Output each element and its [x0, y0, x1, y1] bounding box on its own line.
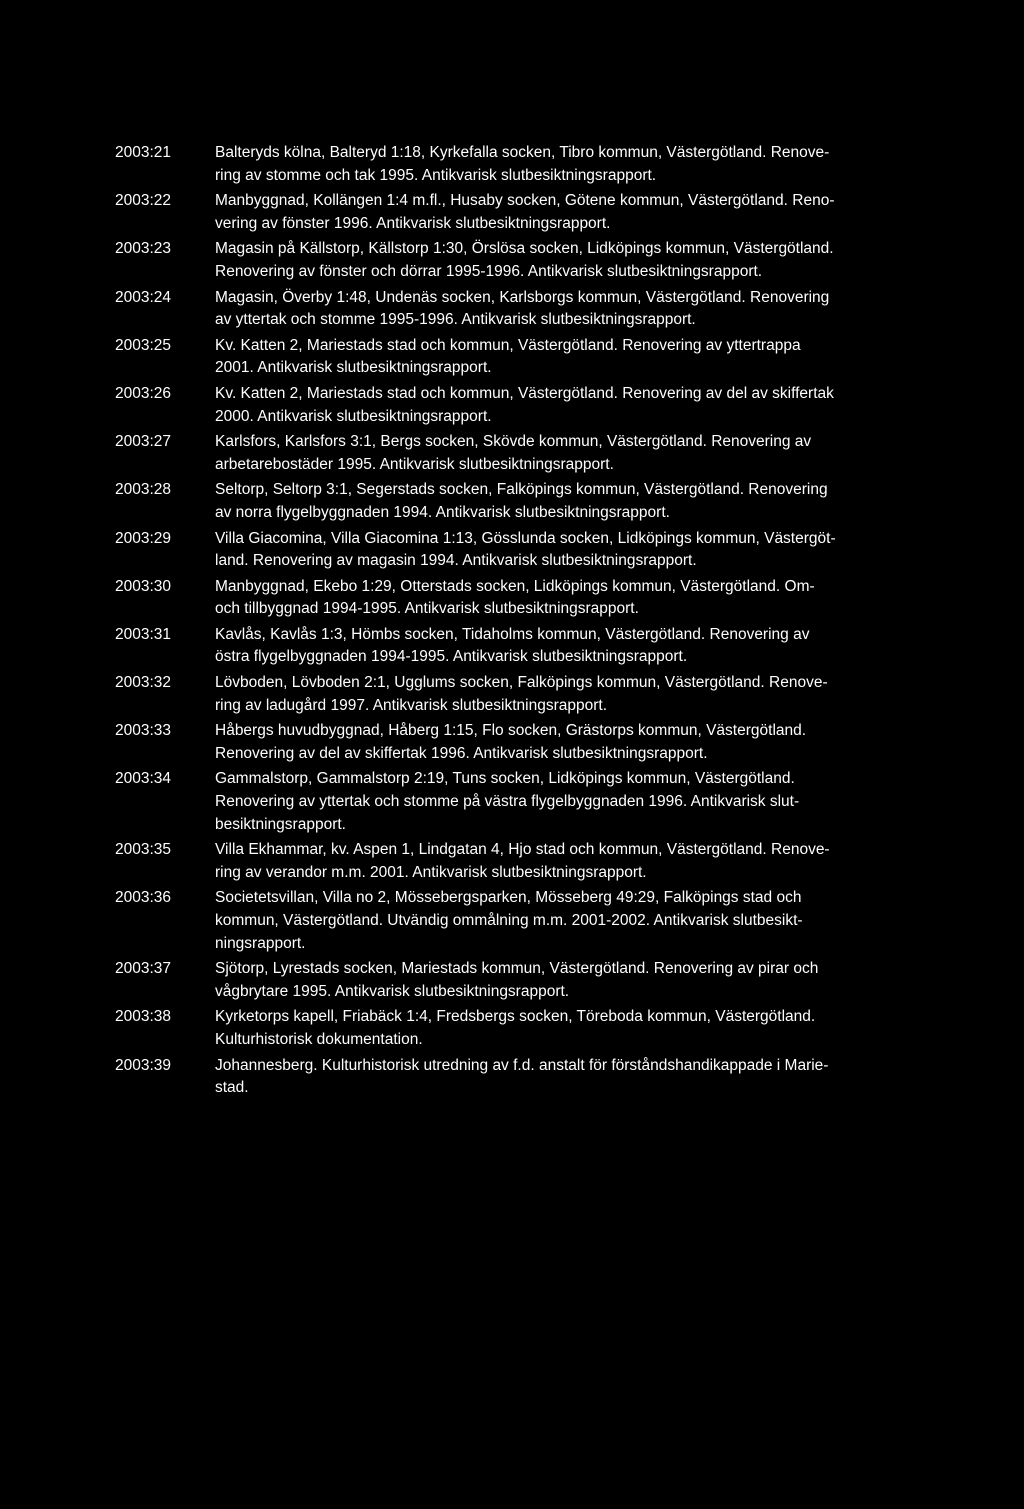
report-entry	[115, 887, 895, 955]
description-line: 2000. Antikvarisk slutbesiktningsrapport.	[215, 407, 492, 425]
report-number: 2003:39	[115, 1056, 172, 1074]
description-line: Johannesberg. Kulturhistorisk utredning av f.d. anstalt för förståndshandikappade i Marie-	[215, 1056, 829, 1074]
description-line: Sjötorp, Lyrestads socken, Mariestads kommun, Västergötland. Renovering av pirar och	[215, 960, 819, 978]
description-line: och tillbyggnad 1994-1995. Antikvarisk slutbesiktningsrapport.	[215, 600, 639, 618]
description-line: ningsrapport.	[215, 934, 306, 952]
report-description	[215, 887, 880, 955]
description-line: Kv. Katten 2, Mariestads stad och kommun, Västergötland. Renovering av yttertrappa	[215, 336, 801, 354]
description-line: 2001. Antikvarisk slutbesiktningsrapport.	[215, 359, 492, 377]
report-entry	[115, 839, 895, 884]
description-line: stad.	[215, 1079, 249, 1097]
report-number: 2003:31	[115, 625, 172, 643]
report-description	[215, 1006, 880, 1051]
description-line: ring av verandor m.m. 2001. Antikvarisk slutbesiktningsrapport.	[215, 863, 647, 881]
report-number: 2003:38	[115, 1008, 172, 1026]
description-line: ring av ladugård 1997. Antikvarisk slutbesiktningsrapport.	[215, 696, 608, 714]
report-number: 2003:32	[115, 674, 172, 692]
report-number: 2003:36	[115, 889, 172, 907]
description-line: av norra flygelbyggnaden 1994. Antikvarisk slutbesiktningsrapport.	[215, 503, 670, 521]
report-entry	[115, 576, 895, 621]
description-line: Renovering av fönster och dörrar 1995-1996. Antikvarisk slutbesiktningsrapport.	[215, 262, 763, 280]
report-description	[215, 335, 880, 380]
report-number: 2003:33	[115, 722, 172, 740]
report-entry	[115, 720, 895, 765]
description-line: land. Renovering av magasin 1994. Antikvarisk slutbesiktningsrapport.	[215, 552, 697, 570]
report-number: 2003:34	[115, 770, 172, 788]
description-line: vering av fönster 1996. Antikvarisk slutbesiktningsrapport.	[215, 214, 611, 232]
report-description	[215, 287, 880, 332]
report-number: 2003:22	[115, 192, 172, 210]
description-line: Lövboden, Lövboden 2:1, Ugglums socken, Falköpings kommun, Västergötland. Renove-	[215, 674, 828, 692]
description-line: Villa Giacomina, Villa Giacomina 1:13, Gösslunda socken, Lidköpings kommun, Västergöt-	[215, 529, 836, 547]
description-line: Kulturhistorisk dokumentation.	[215, 1030, 423, 1048]
description-line: kommun, Västergötland. Utvändig ommålning m.m. 2001-2002. Antikvarisk slutbesikt-	[215, 912, 803, 929]
description-line: Manbyggnad, Kollängen 1:4 m.fl., Husaby socken, Götene kommun, Västergötland. Reno-	[215, 192, 835, 210]
description-line: Gammalstorp, Gammalstorp 2:19, Tuns socken, Lidköpings kommun, Västergötland.	[215, 770, 795, 788]
report-description	[215, 672, 880, 717]
report-description	[215, 958, 880, 1003]
report-number: 2003:24	[115, 288, 172, 306]
report-list	[115, 142, 895, 1100]
description-line: Villa Ekhammar, kv. Aspen 1, Lindgatan 4, Hjo stad och kommun, Västergötland. Renove-	[215, 841, 830, 859]
description-line: Seltorp, Seltorp 3:1, Segerstads socken, Falköpings kommun, Västergötland. Renovering	[215, 481, 828, 499]
description-line: arbetarebostäder 1995. Antikvarisk slutbesiktningsrapport.	[215, 455, 614, 473]
report-description	[215, 238, 880, 283]
description-line: Magasin på Källstorp, Källstorp 1:30, Örslösa socken, Lidköpings kommun, Västergötland.	[215, 240, 834, 258]
description-line: Balteryds kölna, Balteryd 1:18, Kyrkefalla socken, Tibro kommun, Västergötland. Renove-	[215, 144, 830, 161]
report-description	[215, 576, 880, 621]
report-description	[215, 431, 880, 476]
report-entry	[115, 142, 895, 187]
report-entry	[115, 190, 895, 235]
report-number: 2003:29	[115, 529, 172, 547]
report-entry	[115, 238, 895, 283]
report-entry	[115, 383, 895, 428]
report-number: 2003:23	[115, 240, 172, 258]
report-number: 2003:28	[115, 481, 172, 499]
description-line: Kyrketorps kapell, Friabäck 1:4, Fredsbergs socken, Töreboda kommun, Västergötland.	[215, 1008, 816, 1026]
report-entry	[115, 431, 895, 476]
description-line: ring av stomme och tak 1995. Antikvarisk slutbesiktningsrapport.	[215, 166, 657, 184]
description-line: av yttertak och stomme 1995-1996. Antikvarisk slutbesiktningsrapport.	[215, 311, 696, 329]
report-description	[215, 142, 880, 187]
report-number: 2003:37	[115, 960, 172, 978]
report-description	[215, 839, 880, 884]
report-description	[215, 1055, 880, 1100]
report-description	[215, 768, 880, 836]
report-description	[215, 720, 880, 765]
report-description	[215, 624, 880, 669]
report-number: 2003:26	[115, 384, 172, 402]
report-entry	[115, 335, 895, 380]
report-description	[215, 383, 880, 428]
report-entry	[115, 528, 895, 573]
report-number: 2003:30	[115, 577, 172, 595]
report-entry	[115, 624, 895, 669]
report-description	[215, 190, 880, 235]
description-line: Kv. Katten 2, Mariestads stad och kommun, Västergötland. Renovering av del av skiffertak	[215, 384, 834, 402]
report-number: 2003:35	[115, 841, 172, 859]
description-line: östra flygelbyggnaden 1994-1995. Antikvarisk slutbesiktningsrapport.	[215, 648, 688, 666]
description-line: Magasin, Överby 1:48, Undenäs socken, Karlsborgs kommun, Västergötland. Renovering	[215, 288, 830, 306]
report-entry	[115, 768, 895, 836]
report-number: 2003:27	[115, 433, 172, 451]
description-line: Karlsfors, Karlsfors 3:1, Bergs socken, Skövde kommun, Västergötland. Renovering av	[215, 433, 812, 451]
description-line: besiktningsrapport.	[215, 815, 346, 833]
description-line: Manbyggnad, Ekebo 1:29, Otterstads socken, Lidköpings kommun, Västergötland. Om-	[215, 577, 815, 595]
report-description	[215, 528, 880, 573]
report-entry	[115, 287, 895, 332]
report-number: 2003:21	[115, 144, 172, 161]
report-entry	[115, 958, 895, 1003]
report-entry	[115, 1006, 895, 1051]
description-line: Renovering av del av skiffertak 1996. Antikvarisk slutbesiktningsrapport.	[215, 744, 708, 762]
description-line: Kavlås, Kavlås 1:3, Hömbs socken, Tidaholms kommun, Västergötland. Renovering av	[215, 625, 810, 643]
description-line: vågbrytare 1995. Antikvarisk slutbesiktningsrapport.	[215, 982, 570, 1000]
report-entry	[115, 479, 895, 524]
description-line: Håbergs huvudbyggnad, Håberg 1:15, Flo socken, Grästorps kommun, Västergötland.	[215, 722, 807, 740]
description-line: Renovering av yttertak och stomme på västra flygelbyggnaden 1996. Antikvarisk slut-	[215, 793, 800, 811]
report-entry	[115, 1055, 895, 1100]
report-number: 2003:25	[115, 336, 172, 354]
description-line: Societetsvillan, Villa no 2, Mössebergsparken, Mösseberg 49:29, Falköpings stad och	[215, 889, 802, 907]
report-entry	[115, 672, 895, 717]
report-description	[215, 479, 880, 524]
